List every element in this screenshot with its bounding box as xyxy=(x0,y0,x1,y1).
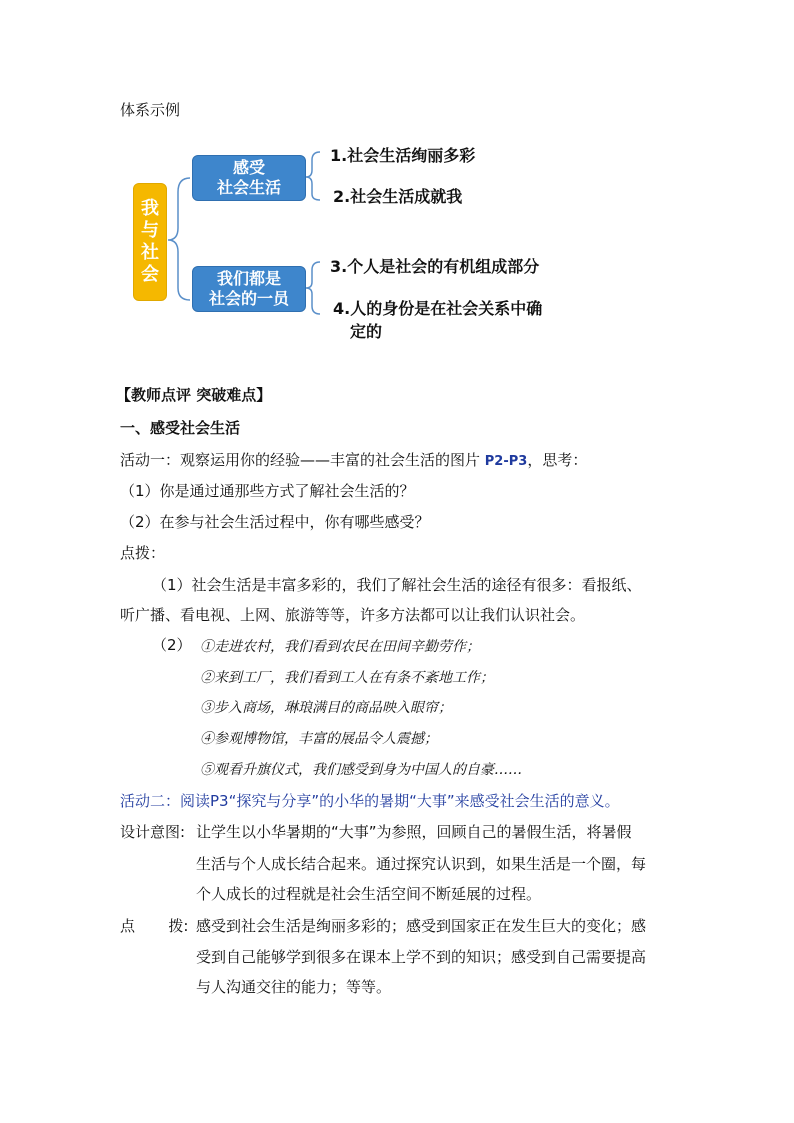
branch-4-line1: 4.人的身份是在社会关系中确 xyxy=(333,299,543,318)
design-intent-line3: 个人成长的过程就是社会生活空间不断延展的过程。 xyxy=(196,885,542,903)
section-label: 体系示例 xyxy=(120,101,181,119)
branch-1: 1.社会生活绚丽多彩 xyxy=(330,146,476,165)
activity2-prompt: 活动二：阅读P3“探究与分享”的小华的暑期“大事”来感受社会生活的意义。 xyxy=(120,792,620,810)
branch-2: 2.社会生活成就我 xyxy=(333,187,463,206)
design-intent-line2: 生活与个人成长结合起来。通过探究认识到，如果生活是一个圈，每 xyxy=(196,855,647,873)
activity1-answer-item: ①走进农村，我们看到农民在田间辛勤劳作； xyxy=(200,639,480,655)
branch-4-line2: 定的 xyxy=(350,322,383,341)
node1-line: 感受 xyxy=(232,158,265,177)
heading-section-one: 一、感受社会生活 xyxy=(120,419,241,437)
activity1-answer-1-line1: （1）社会生活是丰富多彩的，我们了解社会生活的途径有很多：看报纸、 xyxy=(152,576,642,594)
node2-line: 社会的一员 xyxy=(208,289,289,308)
activity2-hint-line3: 与人沟通交往的能力；等等。 xyxy=(196,978,392,996)
root-char: 社 xyxy=(141,242,159,263)
activity1-prompt xyxy=(120,449,587,470)
node1-line: 社会生活 xyxy=(216,178,281,197)
activity1-question-1: （1）你是通过通那些方式了解社会生活的？ xyxy=(120,482,415,500)
design-intent-line1: 让学生以小华暑期的“大事”为参照，回顾自己的暑假生活，将暑假 xyxy=(196,823,632,841)
design-intent-label: 设计意图: xyxy=(120,823,186,841)
activity1-hint-label: 点拨： xyxy=(120,544,166,562)
activity2-hint-line1: 感受到社会生活是绚丽多彩的；感受到国家正在发生巨大的变化；感 xyxy=(196,917,647,935)
activity2-hint-line2: 受到自己能够学到很多在课本上学不到的知识；感受到自己需要提高 xyxy=(196,948,647,966)
activity1-pages: P2-P3 xyxy=(484,454,528,469)
activity1-suffix: ，思考： xyxy=(527,451,588,469)
node2-line: 我们都是 xyxy=(216,269,281,288)
brace-node2 xyxy=(306,262,320,314)
activity1-question-2: （2）在参与社会生活过程中，你有哪些感受？ xyxy=(120,513,430,531)
activity1-answer-item: ⑤观看升旗仪式，我们感受到身为中国人的自豪…… xyxy=(200,762,522,778)
mindmap-node-society-member xyxy=(192,266,306,312)
activity1-answer-2-label: （2） xyxy=(152,636,192,654)
activity1-answer-item: ③步入商场，琳琅满目的商品映入眼帘； xyxy=(200,700,452,716)
activity1-answer-item: ④参观博物馆，丰富的展品令人震撼； xyxy=(200,731,438,747)
heading-teacher-review: 【教师点评 突破难点】 xyxy=(116,386,272,404)
root-char: 我 xyxy=(141,198,159,219)
activity1-answer-1-line2: 听广播、看电视、上网、旅游等等，许多方法都可以让我们认识社会。 xyxy=(120,606,586,624)
branch-3: 3.个人是社会的有机组成部分 xyxy=(330,257,540,276)
mindmap-node-feel-society xyxy=(192,155,306,201)
brace-root xyxy=(168,178,190,300)
activity2-hint-label: 点 拨: xyxy=(120,917,189,935)
activity1-answer-item: ②来到工厂，我们看到工人在有条不紊地工作； xyxy=(200,670,494,686)
root-char: 与 xyxy=(141,220,159,241)
root-char: 会 xyxy=(141,264,159,285)
brace-node1 xyxy=(306,152,320,200)
activity1-prefix: 活动一：观察运用你的经验——丰富的社会生活的图片 xyxy=(120,451,485,469)
